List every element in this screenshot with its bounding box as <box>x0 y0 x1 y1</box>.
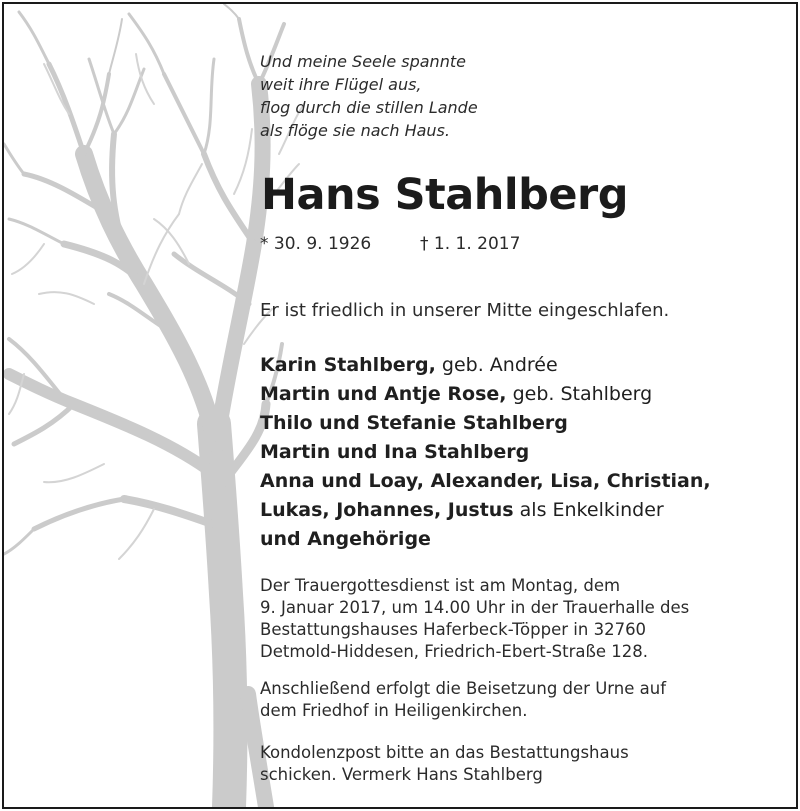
mourner-note: geb. Andrée <box>435 354 558 376</box>
mourner-name: Lukas, Johannes, Justus <box>260 499 514 521</box>
mourner-name: Karin Stahlberg, <box>260 354 436 376</box>
condolence-line: schicken. Vermerk Hans Stahlberg <box>260 765 543 784</box>
poem-line: flog durch die stillen Lande <box>260 98 478 117</box>
condolence-line: Kondolenzpost bitte an das Bestattungshaus <box>260 743 629 762</box>
deceased-name: Hans Stahlberg <box>261 170 629 220</box>
mourner-name: und Angehörige <box>260 528 431 550</box>
mourners-list <box>260 351 711 554</box>
mourner-name: Anna und Loay, Alexander, Lisa, Christian, <box>260 470 711 492</box>
mourner-line <box>260 496 711 525</box>
burial-line: dem Friedhof in Heiligenkirchen. <box>260 701 528 720</box>
poem-line: als flöge sie nach Haus. <box>260 121 450 140</box>
life-dates <box>260 234 520 254</box>
poem <box>260 50 478 142</box>
mourner-name: Thilo und Stefanie Stahlberg <box>260 412 568 434</box>
mourner-name: Martin und Antje Rose, <box>260 383 507 405</box>
poem-line: Und meine Seele spannte <box>260 52 466 71</box>
service-line: Der Trauergottesdienst ist am Montag, dem <box>260 576 621 595</box>
mourner-note: als Enkelkinder <box>513 499 664 521</box>
service-line: Bestattungshauses Haferbeck-Töpper in 32760 <box>260 620 647 639</box>
mourner-line <box>260 409 711 438</box>
mourner-line <box>260 525 711 554</box>
mourner-line <box>260 467 711 496</box>
service-line: Detmold-Hiddesen, Friedrich-Ebert-Straße 128. <box>260 642 649 661</box>
service-line: 9. Januar 2017, um 14.00 Uhr in der Trauerhalle des <box>260 598 690 617</box>
birth-date: * 30. 9. 1926 <box>260 234 372 254</box>
mourner-line <box>260 438 711 467</box>
mourner-line <box>260 351 711 380</box>
condolence-info <box>260 742 629 786</box>
poem-line: weit ihre Flügel aus, <box>260 75 422 94</box>
intro-text: Er ist friedlich in unserer Mitte eingeschlafen. <box>260 300 670 321</box>
mourner-line <box>260 380 711 409</box>
mourner-name: Martin und Ina Stahlberg <box>260 441 530 463</box>
burial-info <box>260 678 666 722</box>
death-date: † 1. 1. 2017 <box>420 234 521 254</box>
mourner-note: geb. Stahlberg <box>506 383 653 405</box>
burial-line: Anschließend erfolgt die Beisetzung der Urne auf <box>260 679 666 698</box>
obituary-notice <box>2 2 798 809</box>
service-info <box>260 575 689 663</box>
